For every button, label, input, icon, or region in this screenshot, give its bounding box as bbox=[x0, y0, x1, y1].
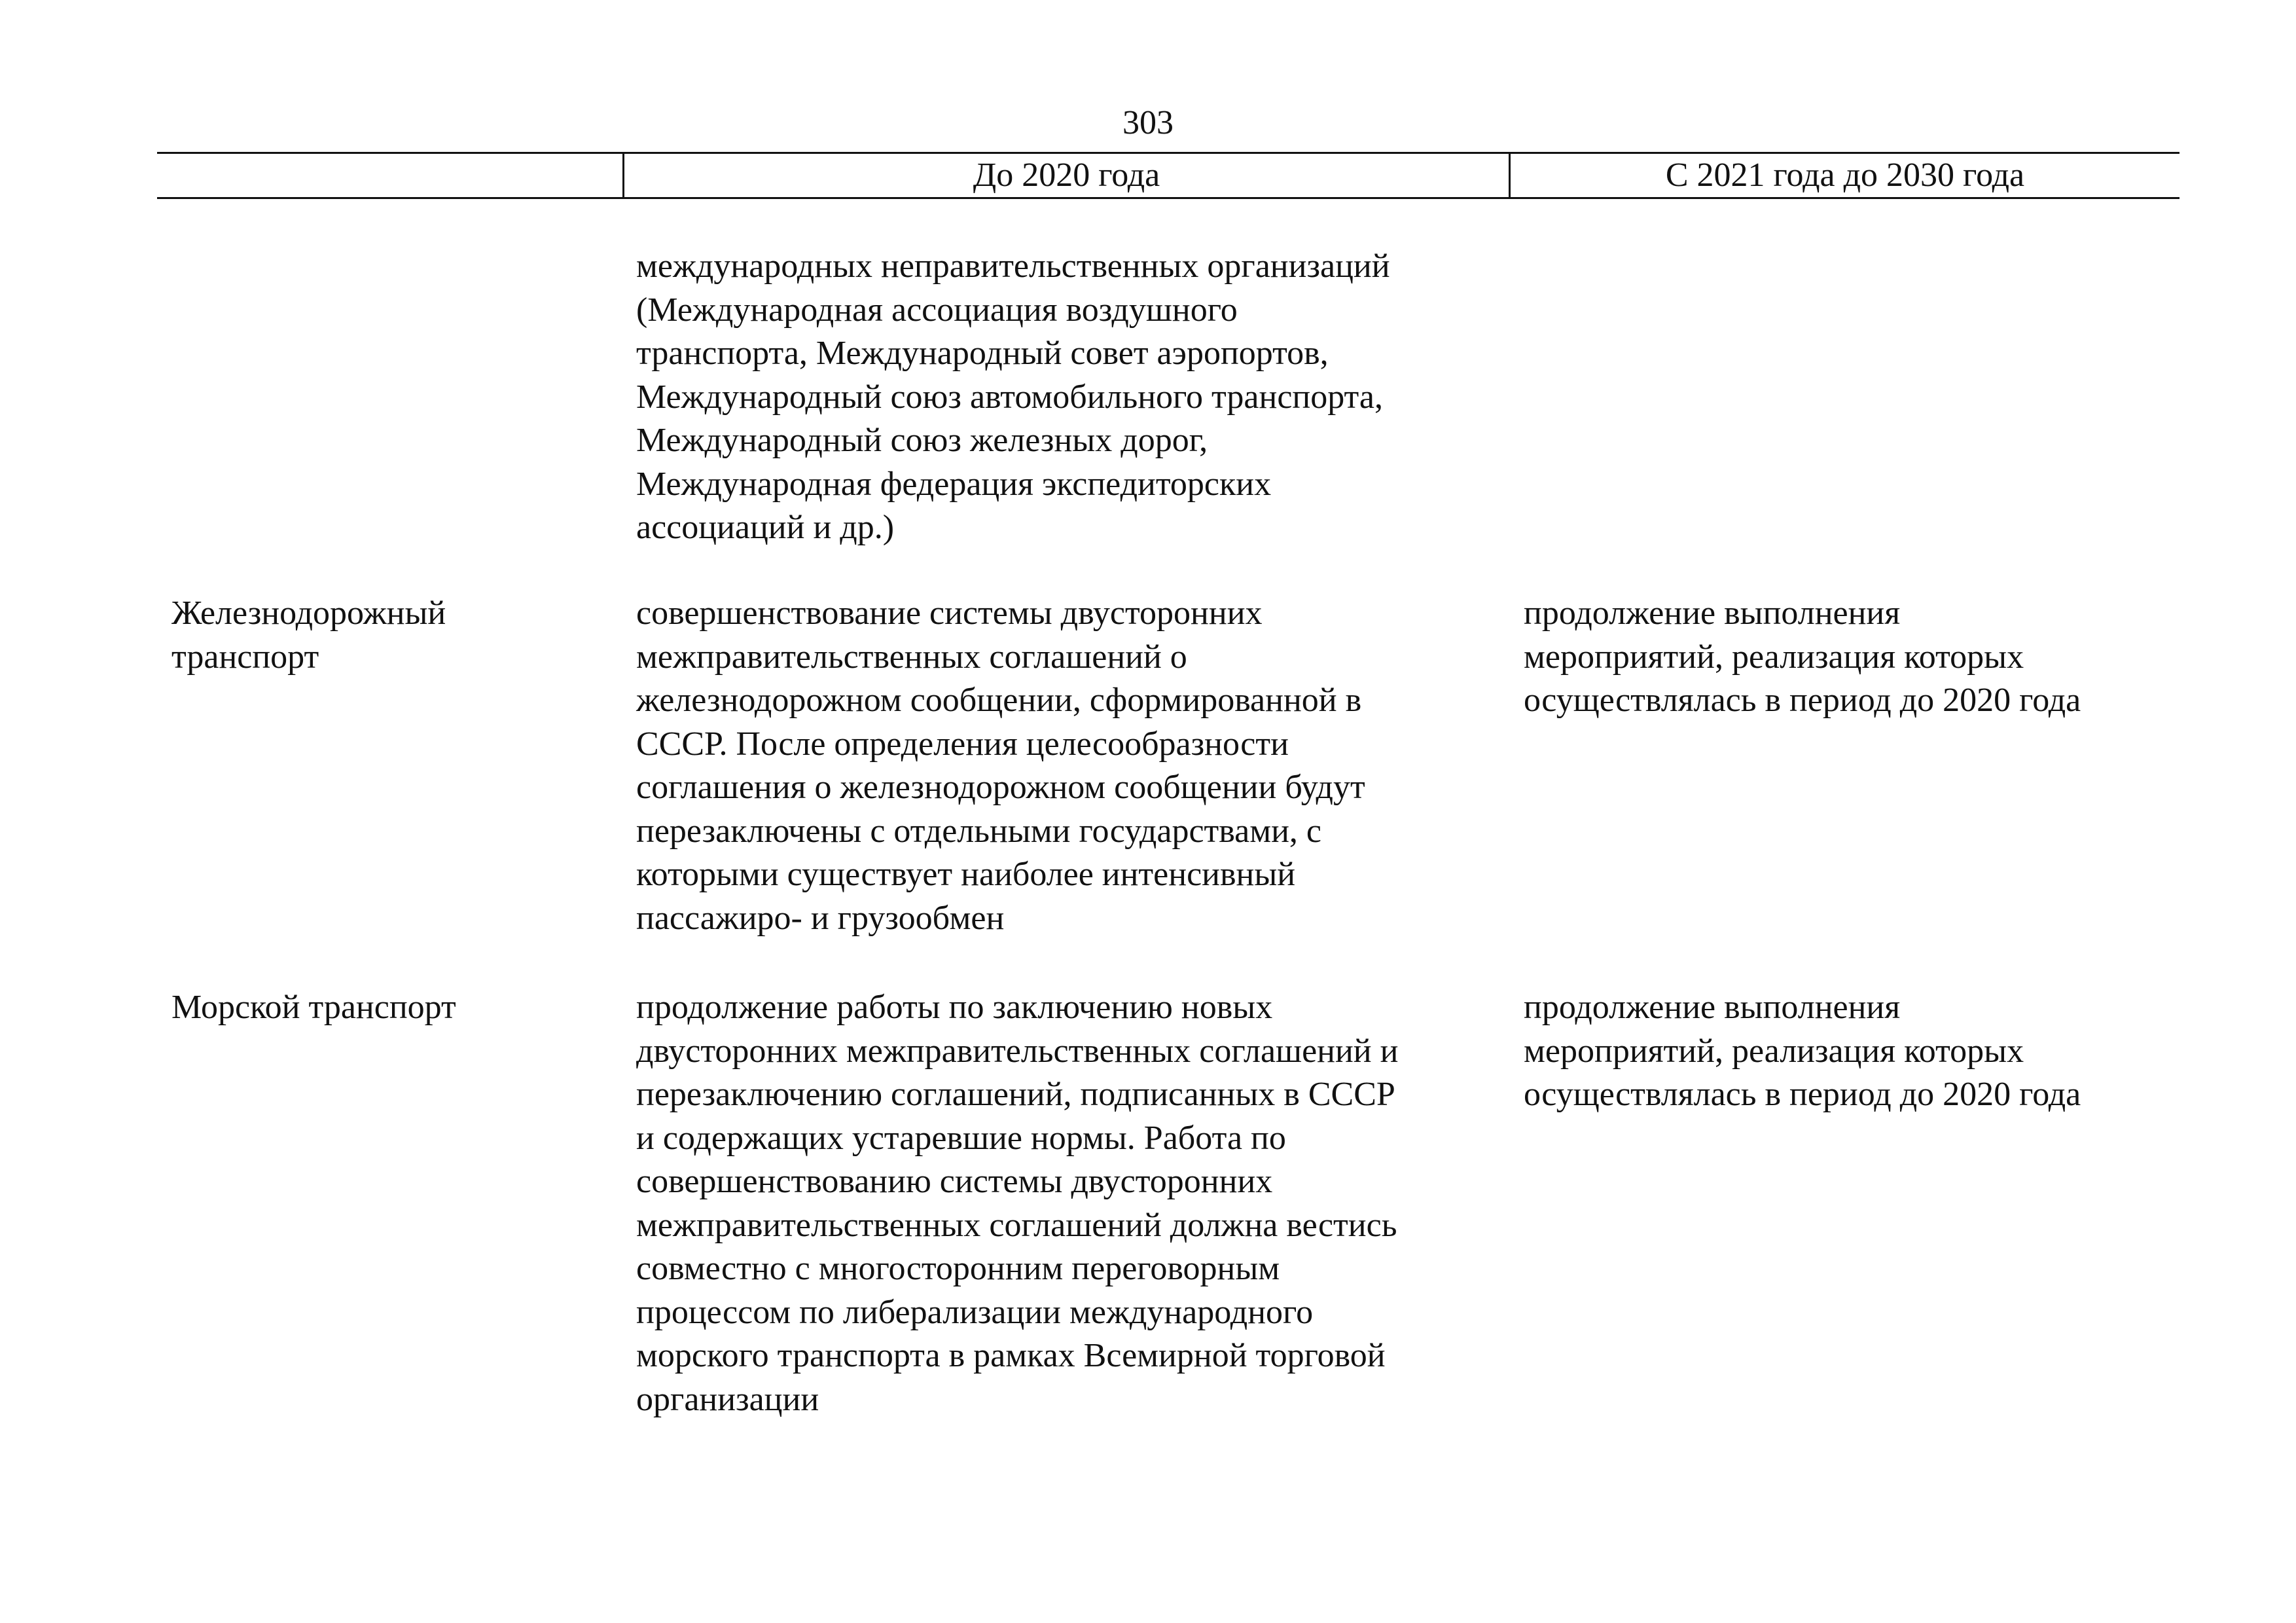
text-line: осуществлялась в период до 2020 года bbox=[1524, 1076, 2081, 1113]
row-2-until-2020 bbox=[636, 986, 1398, 1421]
text-line: организации bbox=[636, 1380, 819, 1418]
text-line: и содержащих устаревшие нормы. Работа по bbox=[636, 1119, 1286, 1157]
text-line: осуществлялась в период до 2020 года bbox=[1524, 682, 2081, 719]
text-line: перезаключены с отдельными государствами, с bbox=[636, 812, 1322, 850]
text-line: которыми существует наиболее интенсивный bbox=[636, 856, 1296, 893]
text-line: продолжение выполнения bbox=[1524, 989, 1901, 1026]
text-line: Международный союз железных дорог, bbox=[636, 422, 1208, 459]
row-2-from-2021 bbox=[1524, 986, 2081, 1117]
text-line: перезаключению соглашений, подписанных в СССР bbox=[636, 1076, 1395, 1113]
text-line: Международная федерация экспедиторских bbox=[636, 465, 1272, 503]
page-number: 303 bbox=[1122, 104, 1174, 141]
text-line: мероприятий, реализация которых bbox=[1524, 1032, 2024, 1070]
category-line: Железнодорожный bbox=[171, 594, 446, 632]
text-line: совместно с многосторонним переговорным bbox=[636, 1250, 1280, 1287]
text-line: Международный союз автомобильного транспорта, bbox=[636, 378, 1383, 416]
table-header bbox=[157, 152, 2179, 199]
text-line: межправительственных соглашений должна вестись bbox=[636, 1206, 1397, 1244]
text-line: мероприятий, реализация которых bbox=[1524, 638, 2024, 676]
text-line: совершенствование системы двусторонних bbox=[636, 594, 1263, 632]
text-line: (Международная ассоциация воздушного bbox=[636, 291, 1238, 329]
row-1-from-2021 bbox=[1524, 592, 2081, 723]
row-1-until-2020 bbox=[636, 592, 1365, 940]
text-line: железнодорожном сообщении, сформированной в bbox=[636, 682, 1362, 719]
row-1-category bbox=[171, 592, 446, 679]
text-line: пассажиро- и грузообмен bbox=[636, 899, 1005, 937]
text-line: продолжение работы по заключению новых bbox=[636, 989, 1273, 1026]
category-line: Морской транспорт bbox=[171, 989, 456, 1026]
header-cell-category bbox=[157, 154, 622, 197]
text-line: процессом по либерализации международного bbox=[636, 1293, 1314, 1331]
text-line: межправительственных соглашений о bbox=[636, 638, 1187, 676]
text-line: продолжение выполнения bbox=[1524, 594, 1901, 632]
text-line: СССР. После определения целесообразности bbox=[636, 725, 1289, 763]
row-2-category bbox=[171, 986, 456, 1030]
text-line: двусторонних межправительственных соглашений и bbox=[636, 1032, 1399, 1070]
text-line: ассоциаций и др.) bbox=[636, 509, 895, 546]
row-0-until-2020 bbox=[636, 245, 1390, 550]
text-line: транспорта, Международный совет аэропортов, bbox=[636, 335, 1329, 372]
header-cell-2021-2030: С 2021 года до 2030 года bbox=[1509, 154, 2179, 197]
header-cell-until-2020: До 2020 года bbox=[622, 154, 1509, 197]
text-line: совершенствованию системы двусторонних bbox=[636, 1163, 1273, 1200]
text-line: морского транспорта в рамках Всемирной торговой bbox=[636, 1337, 1386, 1374]
text-line: международных неправительственных организаций bbox=[636, 247, 1390, 285]
category-line: транспорт bbox=[171, 638, 319, 676]
text-line: соглашения о железнодорожном сообщении будут bbox=[636, 769, 1365, 806]
